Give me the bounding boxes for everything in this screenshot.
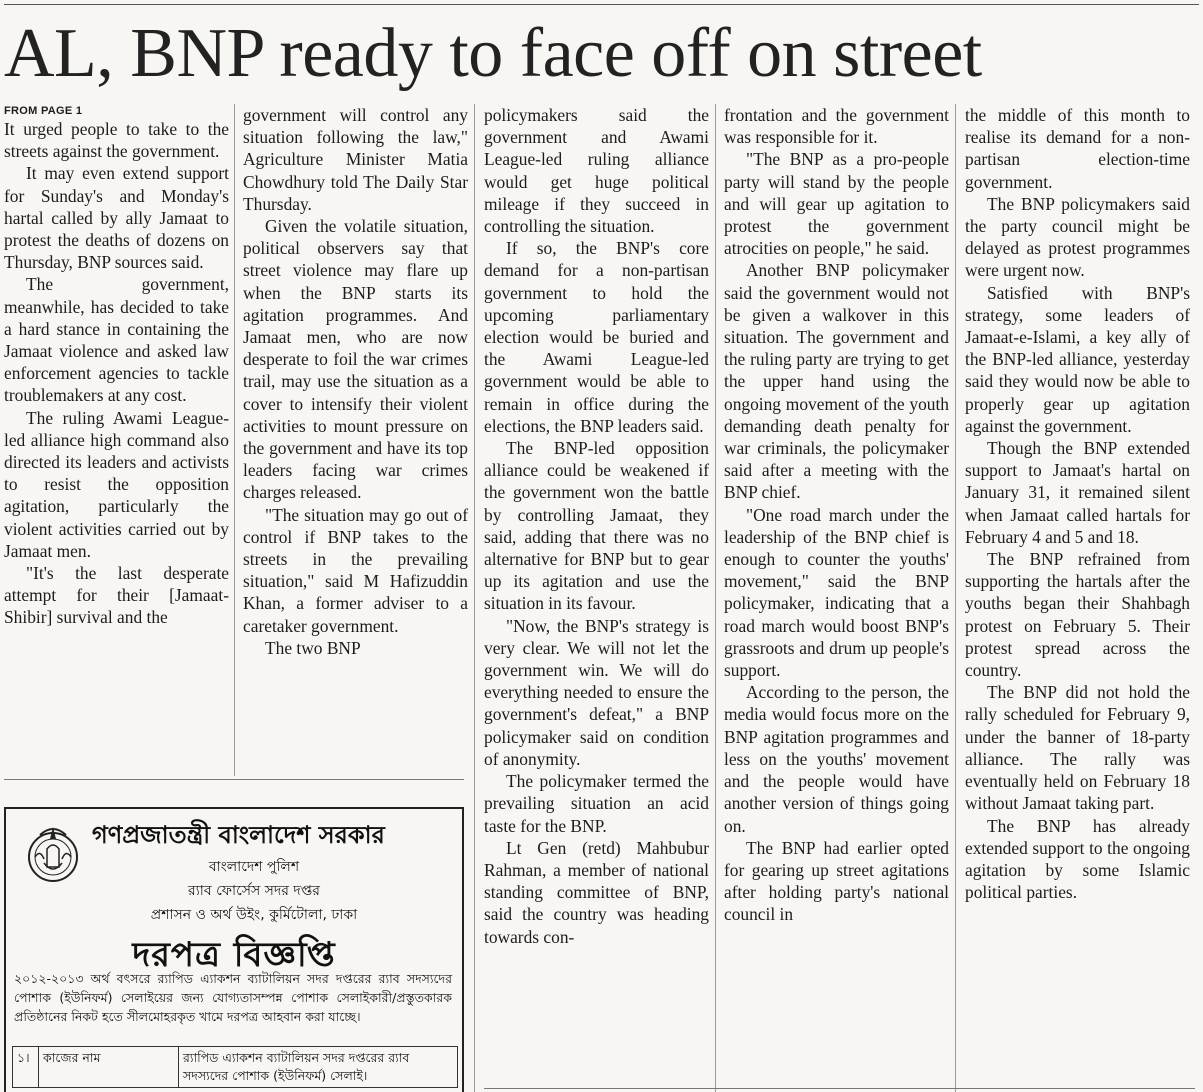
column-rule: [955, 104, 956, 1092]
table-cell-value: র‍্যাপিড এ্যাকশন ব্যাটালিয়ন সদর দপ্তরের র‍্যাব সদস্যদের পোশাক (ইউনিফর্ম) সেলাই।: [179, 1047, 458, 1088]
article-paragraph: The BNP refrained from supporting the hartals after the youths began their Shahbagh protest on February 5. Their protest spread across the country.: [965, 549, 1190, 681]
article-paragraph: Given the volatile situation, political observers say that street violence may flare up when the BNP starts its agitation programmes. And Jamaat men, who are now desperate to foil the war crimes trail, may use the situation as a cover to intensify their violent activities to mount pressure on the government and have its top leaders facing war crimes charges released.: [243, 216, 468, 503]
bottom-rule: [484, 1088, 1195, 1089]
article-paragraph: "One road march under the leadership of the BNP chief is enough to counter the youths' movement," said the BNP policymaker, indicating that a road march would boost BNP's grassroots and drum up people's support.: [724, 504, 949, 681]
article-paragraph: frontation and the government was responsible for it.: [724, 105, 949, 148]
article-paragraph: The BNP-led opposition alliance could be weakened if the government won the battle by controlling Jamaat, they said, adding that there was no alternative for BNP but to gear up its agitation and use the situation in its favour.: [484, 438, 709, 614]
column-rule: [474, 104, 475, 1092]
article-paragraph: The government, meanwhile, has decided to take a hard stance in containing the Jamaat violence and asked law enforcement agencies to tackle troublemakers at any cost.: [4, 274, 229, 406]
article-paragraph: The BNP did not hold the rally scheduled for February 9, under the banner of 18-party alliance. The rally was eventually held on February 18 without Jamaat taking part.: [965, 682, 1190, 814]
article-paragraph: It urged people to take to the streets against the government.: [4, 119, 229, 162]
headline: AL, BNP ready to face off on street: [4, 15, 982, 92]
article-paragraph: Though the BNP extended support to Jamaat's hartal on January 31, it remained silent when Jamaat called hartals for February 4 and 5 and 18.: [965, 438, 1190, 547]
article-column-2: [243, 104, 468, 659]
article-paragraph: The BNP policymakers said the party council might be delayed as protest programmes were urgent now.: [965, 193, 1190, 281]
article-paragraph: the middle of this month to realise its demand for a non-partisan election-time government.: [965, 105, 1190, 192]
ad-tender-table: [12, 1046, 458, 1088]
article-paragraph: Lt Gen (retd) Mahbubur Rahman, a member of national standing committee of BNP, said the country was heading towards con-: [484, 837, 709, 947]
article-paragraph: "The situation may go out of control if BNP takes to the streets in the prevailing situation," said M Hafizuddin Khan, a former adviser to a caretaker government.: [243, 504, 468, 636]
article-paragraph: "The BNP as a pro-people party will stand by the people and will gear up agitation to protest the government atrocities on people," he said.: [724, 149, 949, 259]
article-paragraph: Another BNP policymaker said the government would not be given a walkover in this situation. The government and the ruling party are trying to get the upper hand using the ongoing movement of the youth demanding death penalty for war criminals, the policymaker said after a meeting with the BNP chief.: [724, 260, 949, 503]
column-rule: [715, 104, 716, 1092]
article-column-1: [4, 104, 229, 629]
table-cell-label: কাজের নাম: [39, 1047, 179, 1088]
article-paragraph: The BNP has already extended support to the ongoing agitation by some Islamic political parties.: [965, 815, 1190, 903]
article-paragraph: Satisfied with BNP's strategy, some leaders of Jamaat-e-Islami, a key ally of the BNP-led alliance, yesterday said they would now be able to properly gear up agitation against the government.: [965, 282, 1190, 436]
article-paragraph: If so, the BNP's core demand for a non-partisan government to hold the upcoming parliamentary election would be buried and the Awami League-led government would be able to remain in office during the elections, the BNP leaders said.: [484, 238, 709, 436]
article-paragraph: "It's the last desperate attempt for their [Jamaat-Shibir] survival and the: [4, 563, 229, 628]
article-paragraph: It may even extend support for Sunday's and Monday's hartal called by ally Jamaat to protest the deaths of dozens on Thursday, BNP sources said.: [4, 163, 229, 273]
top-rule: [4, 4, 1199, 5]
government-tender-advertisement: [4, 807, 464, 1092]
ad-line-rab-hq: র‍্যাব ফোর্সেস সদর দপ্তর: [188, 883, 320, 899]
kicker-from-page-1: FROM PAGE 1: [4, 105, 83, 117]
ad-body-text: ২০১২-২০১৩ অর্থ বৎসরে র‍্যাপিড এ্যাকশন ব্যাটালিয়ন সদর দপ্তরের র‍্যাব সদস্যদের পোশাক (ইউনিফর্ম) সেলাইয়ের জন্য যোগ্যতাসম্পন্ন পোশাক সেলাইকারী/প্রস্তুতকারক প্রতিষ্ঠানের নিকট হতে সীলমোহরকৃত খামে দরপত্র আহবান করা যাচ্ছে।: [14, 971, 452, 1024]
article-paragraph: government will control any situation following the law," Agriculture Minister Matia Chowdhury told The Daily Star Thursday.: [243, 105, 468, 214]
article-column-3: [484, 104, 709, 948]
ad-tender-heading: দরপত্র বিজ্ঞপ্তি: [132, 935, 336, 975]
article-paragraph: The policymaker termed the prevailing situation an acid taste for the BNP.: [484, 771, 709, 836]
ad-separator-rule: [4, 779, 464, 780]
article-paragraph: The BNP had earlier opted for gearing up street agitations after holding party's national council in: [724, 837, 949, 925]
table-cell-number: ১।: [13, 1047, 39, 1088]
article-column-5: [965, 104, 1190, 903]
table-row: [13, 1047, 458, 1088]
article-paragraph: policymakers said the government and Awami League-led ruling alliance would get huge political mileage if they succeed in controlling the situation.: [484, 105, 709, 237]
ad-government-title: গণপ্রজাতন্ত্রী বাংলাদেশ সরকার: [92, 821, 385, 849]
column-rule: [234, 104, 235, 776]
article-column-4: [724, 104, 949, 926]
article-paragraph: The ruling Awami League-led alliance high command also directed its leaders and activists to resist the opposition agitation, particularly the violent activities carried out by Jamaat men.: [4, 407, 229, 561]
article-paragraph: According to the person, the media would focus more on the BNP agitation programmes and less on the youths' movement and the people would have another version of things going on.: [724, 682, 949, 836]
article-paragraph: "Now, the BNP's strategy is very clear. We will not let the government win. We will do everything needed to ensure the government's defeat," a BNP policymaker said on condition of anonymity.: [484, 615, 709, 769]
ad-line-police: বাংলাদেশ পুলিশ: [208, 859, 300, 875]
article-paragraph: The two BNP: [265, 637, 361, 658]
ad-line-address: প্রশাসন ও অর্থ উইং, কুর্মিটোলা, ঢাকা: [150, 907, 358, 923]
